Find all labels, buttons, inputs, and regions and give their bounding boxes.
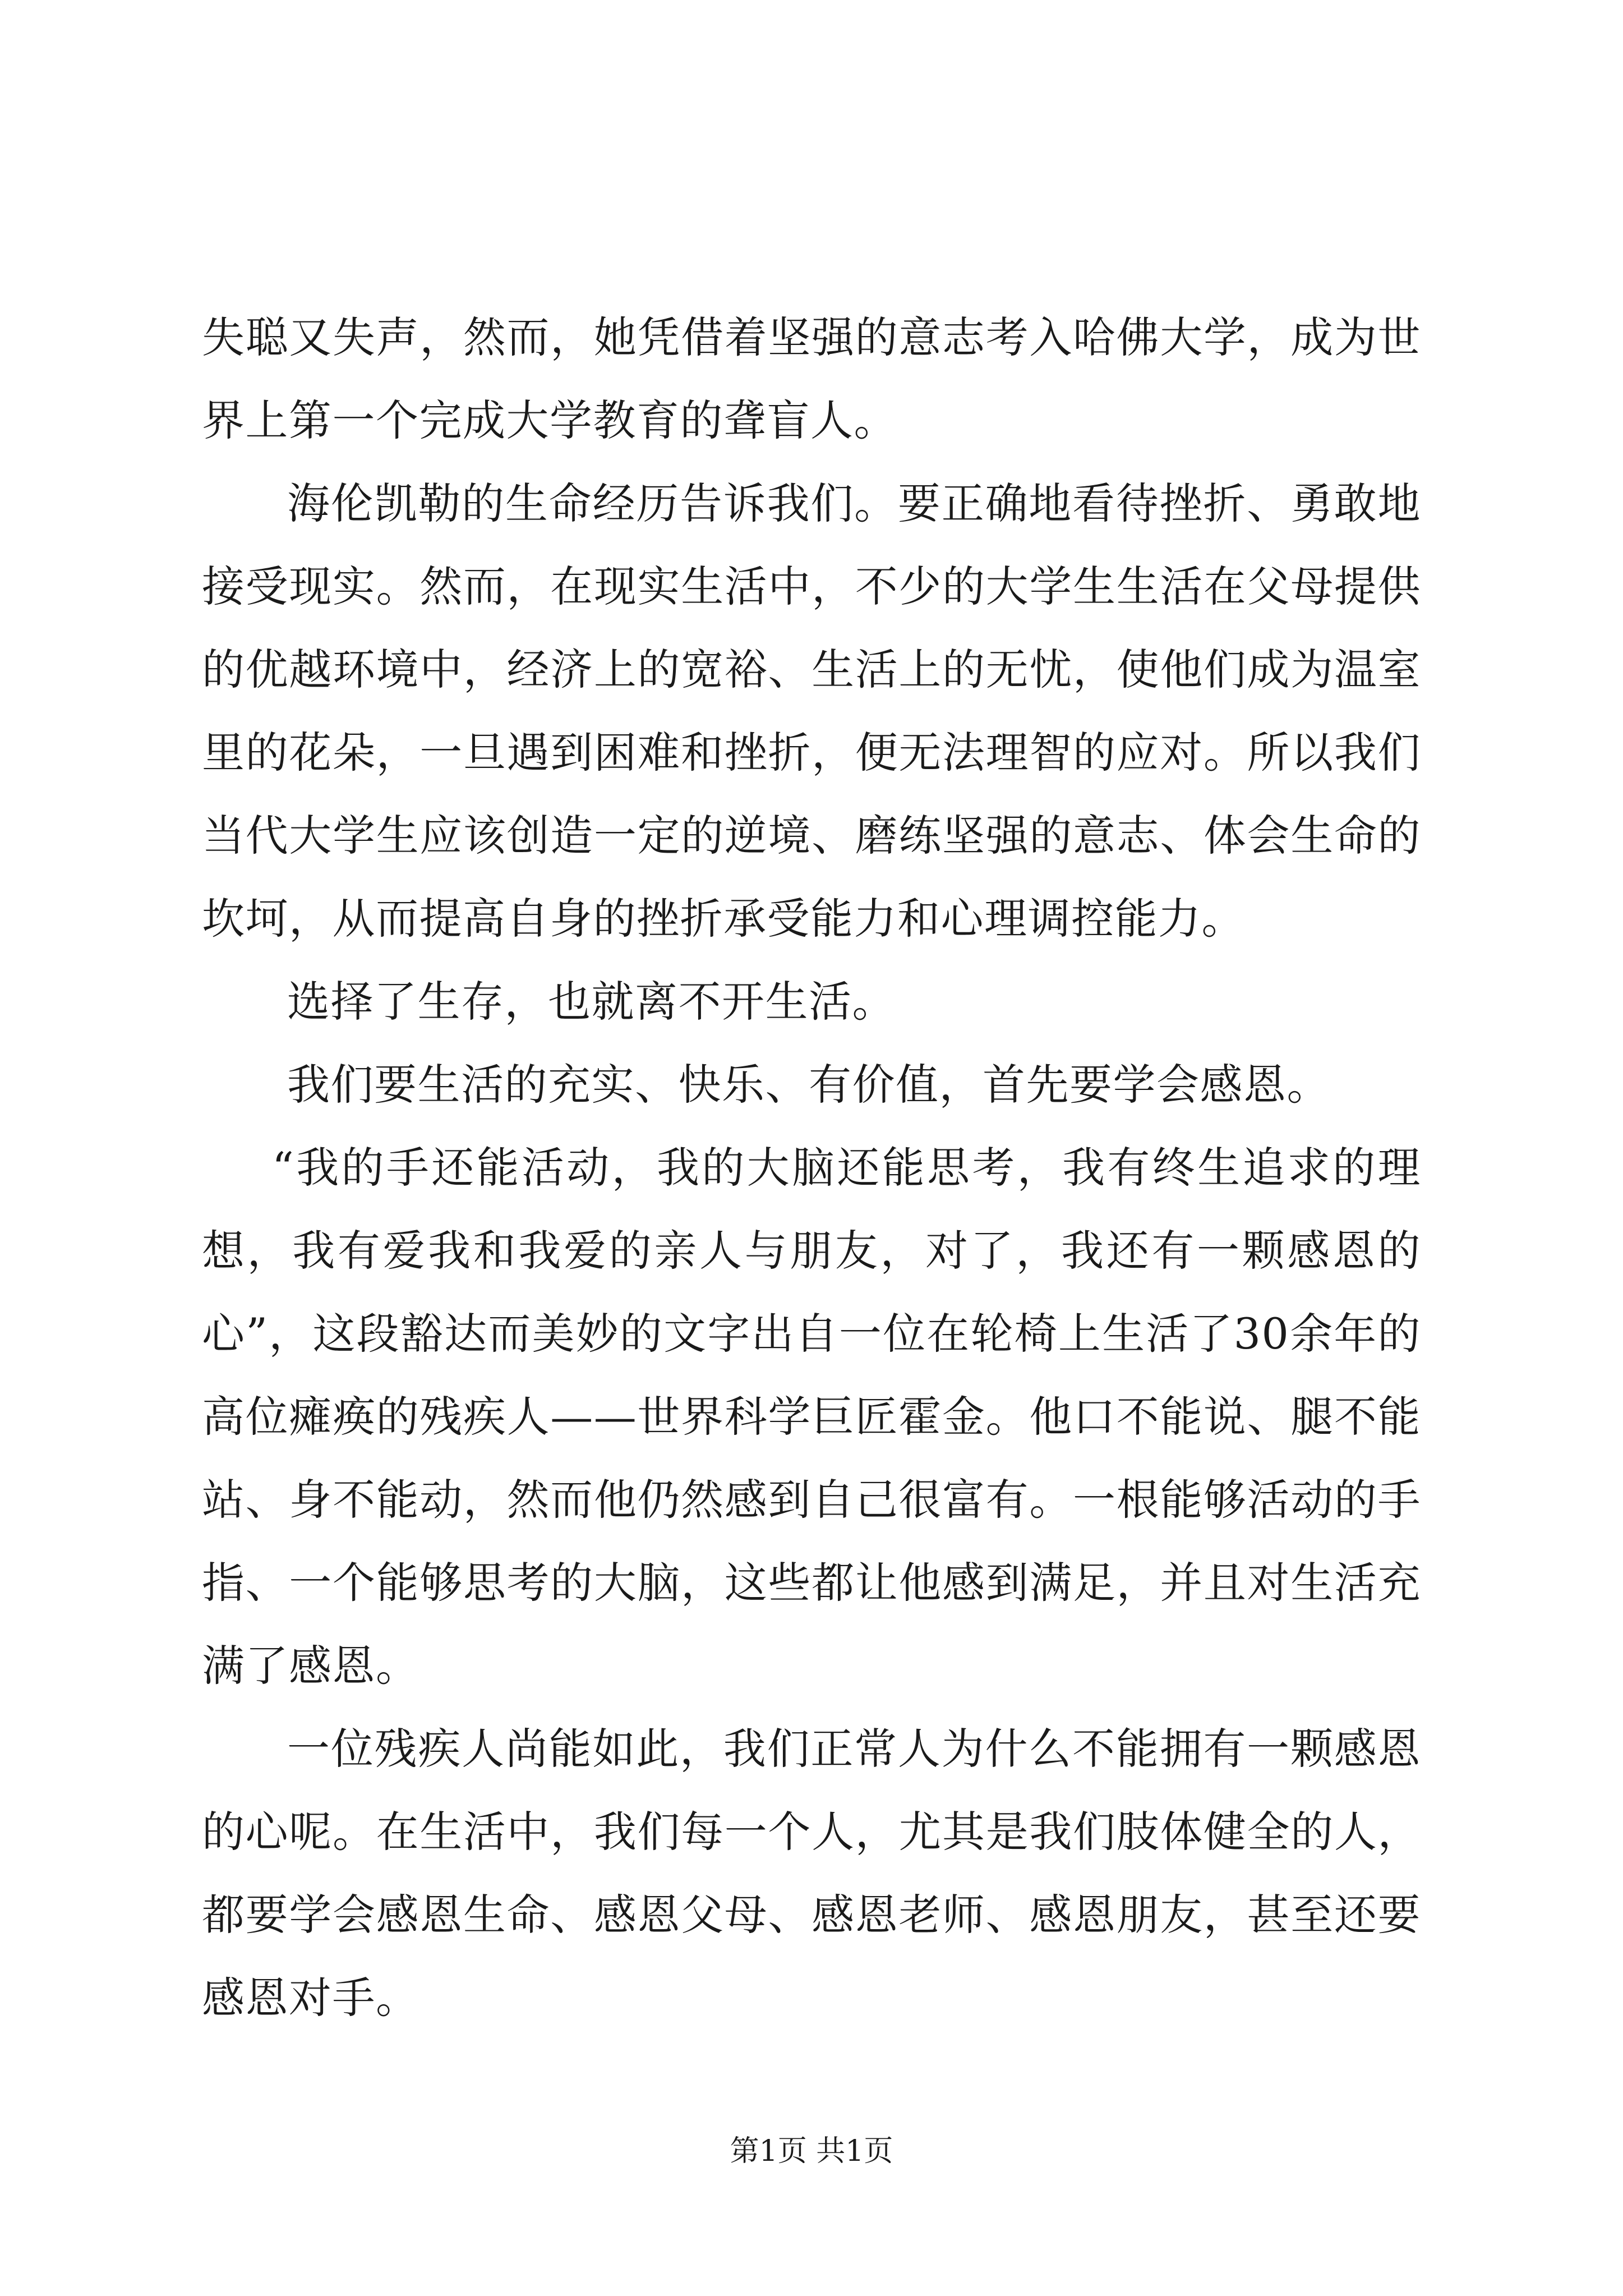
paragraph-helen-keller: 海伦凯勒的生命经历告诉我们。要正确地看待挫折、勇敢地接受现实。然而，在现实生活中，不少的大学生生活在父母提供的优越环境中，经济上的宽裕、生活上的无忧，使他们成为温室里的花朵，一旦遇到困难和挫折，便无法理智的应对。所以我们当代大学生应该创造一定的逆境、磨练坚强的意志、体会生命的坎坷，从而提高自身的挫折承受能力和心理调控能力。 xyxy=(202,478,1421,944)
page-number-footer: 第1页 共1页 xyxy=(730,2134,893,2168)
paragraph-choose-survival: 选择了生存，也就离不开生活。 xyxy=(287,977,896,1027)
document-body xyxy=(202,296,1421,2040)
paragraph-learn-gratitude: 我们要生活的充实、快乐、有价值，首先要学会感恩。 xyxy=(287,1060,1330,1110)
paragraph-hawking-quote: “我的手还能活动，我的大脑还能思考，我有终生追求的理想，我有爱我和我爱的亲人与朋友，对了，我还有一颗感恩的心”，这段豁达而美妙的文字出自一位在轮椅上生活了30余年的高位瘫痪的残疾人——世界科学巨匠霍金。他口不能说、腿不能站、身不能动，然而他仍然感到自己很富有。一根能够活动的手指、一个能够思考的大脑，这些都让他感到满足，并且对生活充满了感恩。 xyxy=(202,1143,1421,1691)
paragraph-grateful-heart: 一位残疾人尚能如此，我们正常人为什么不能拥有一颗感恩的心呢。在生活中，我们每一个人，尤其是我们肢体健全的人，都要学会感恩生命、感恩父母、感恩老师、感恩朋友，甚至还要感恩对手。 xyxy=(202,1724,1421,2023)
paragraph-continuation: 失聪又失声，然而，她凭借着坚强的意志考入哈佛大学，成为世界上第一个完成大学教育的聋盲人。 xyxy=(202,312,1421,445)
